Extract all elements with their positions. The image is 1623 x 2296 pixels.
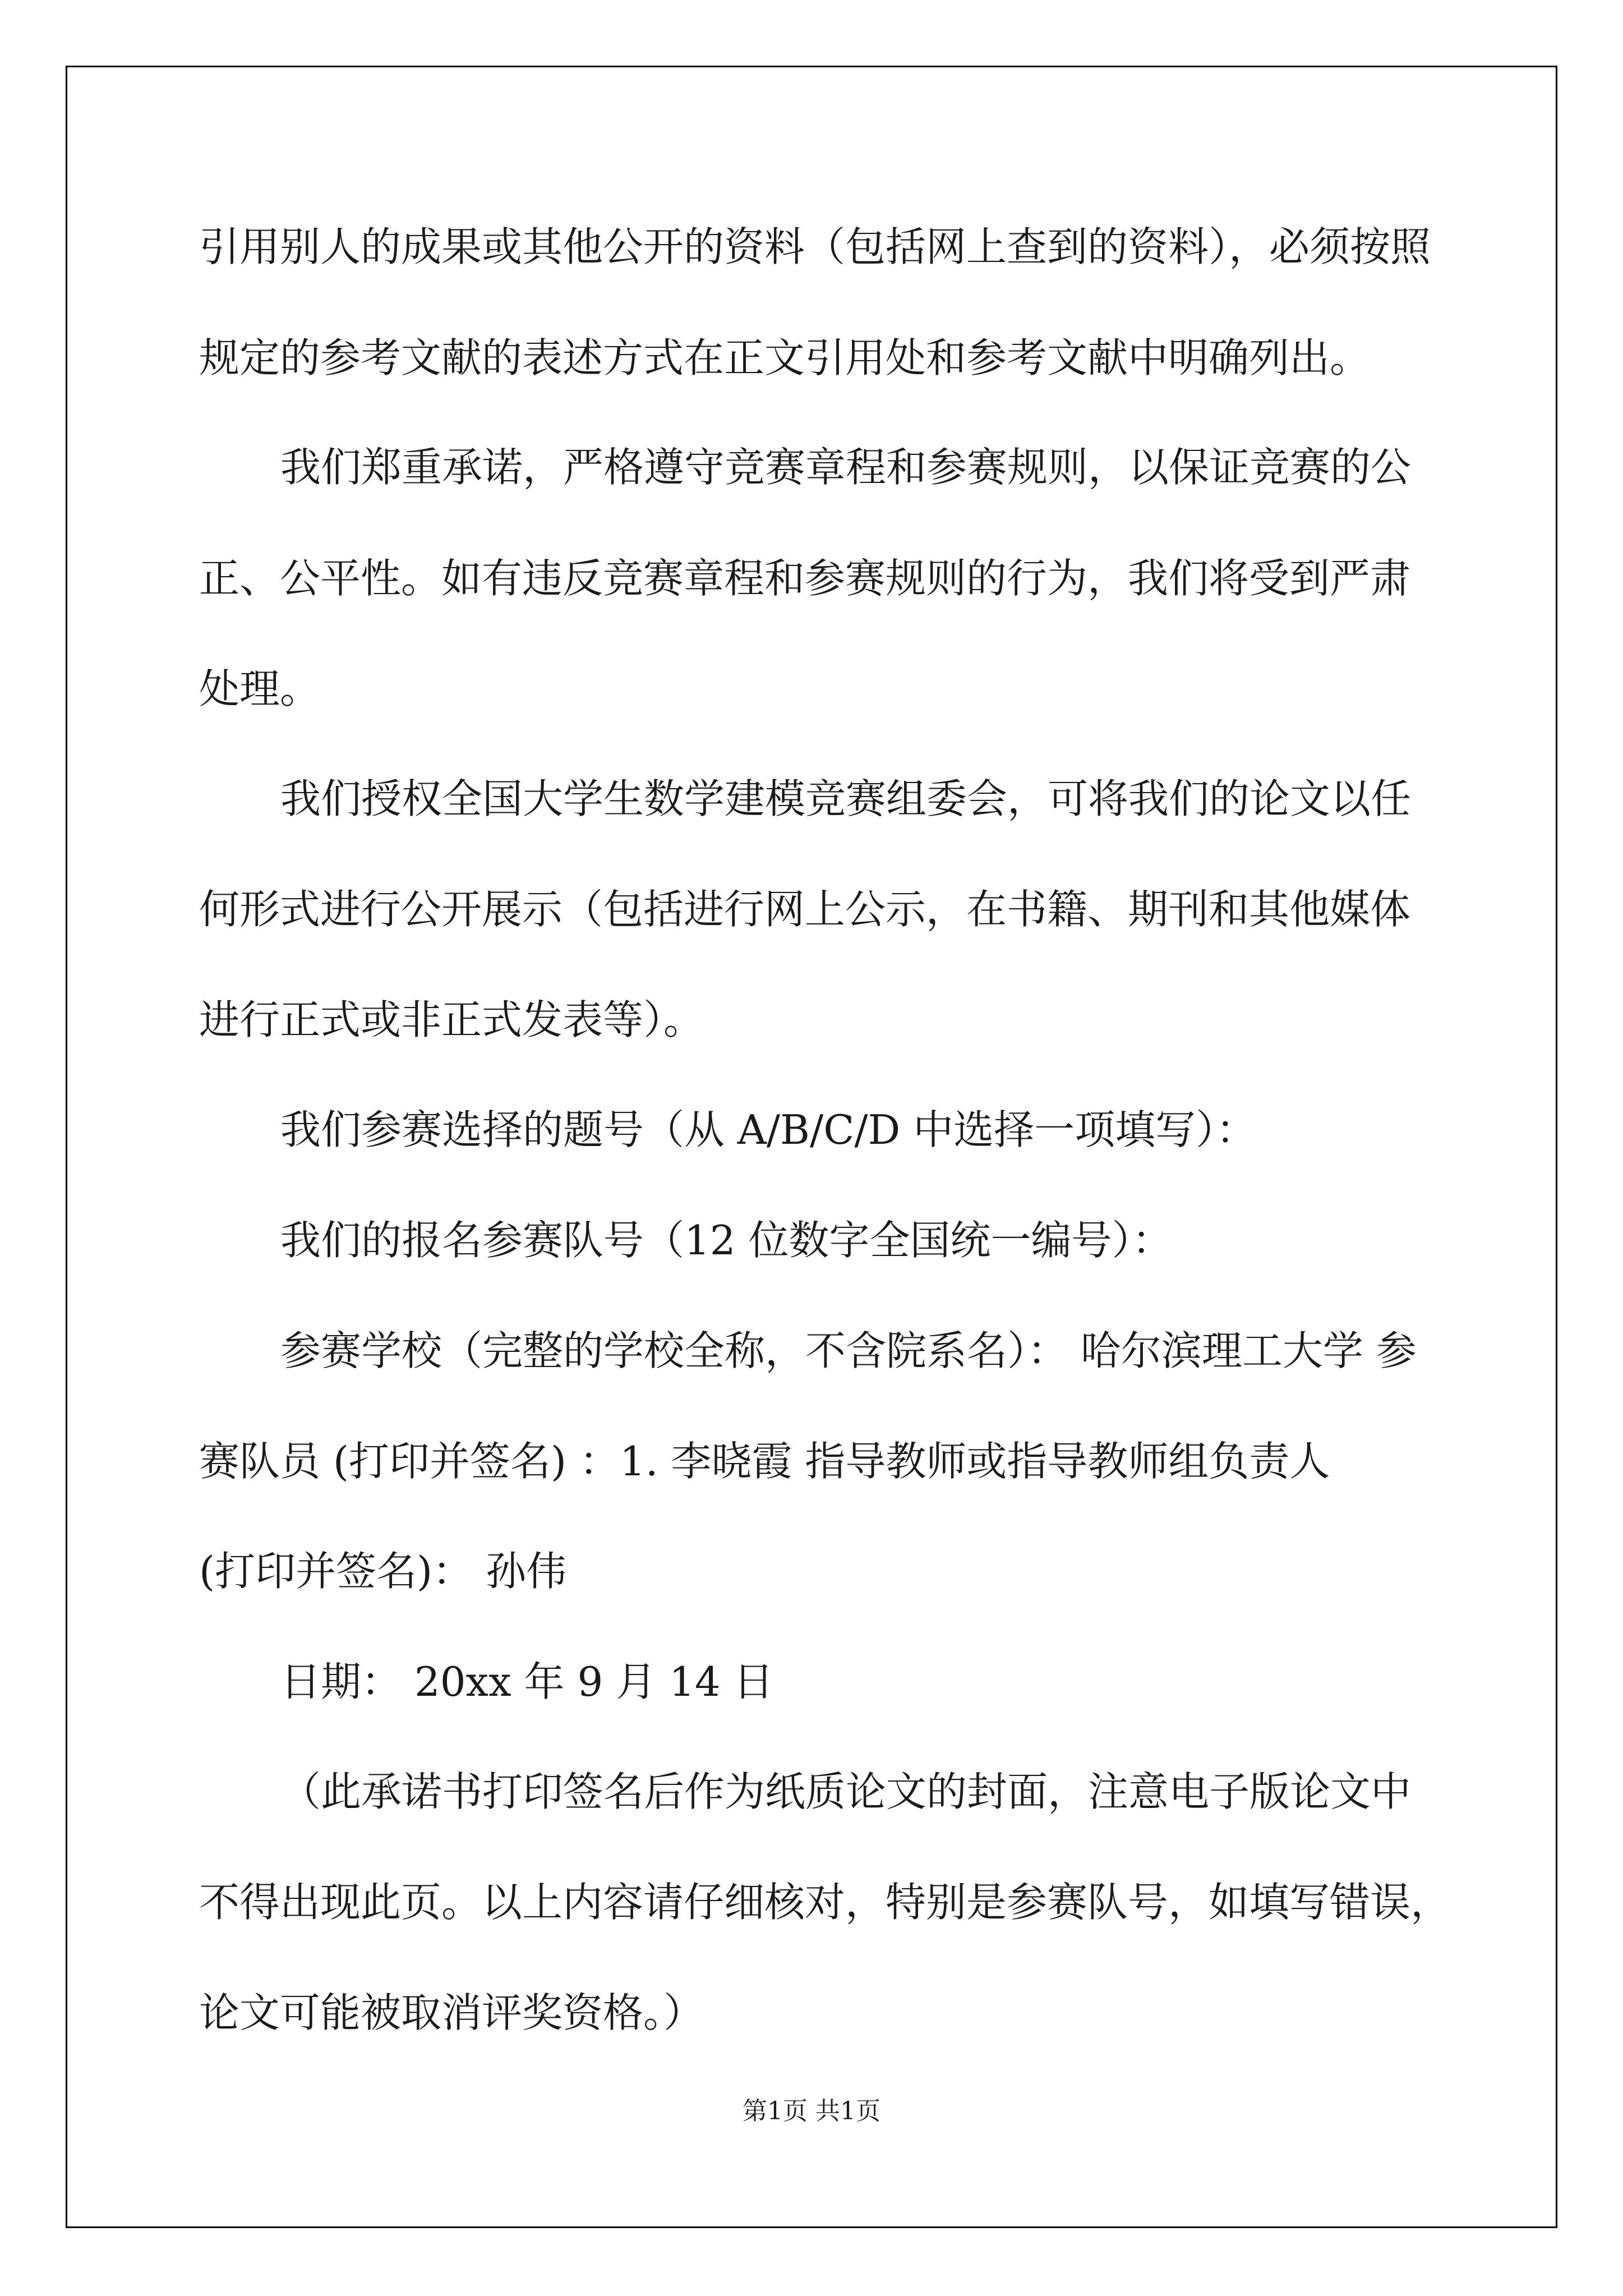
text-line: 不得出现此页。以上内容请仔细核对，特别是参赛队号，如填写错误， — [199, 1879, 1451, 1926]
text-line: 我们郑重承诺，严格遵守竞赛章程和参赛规则，以保证竞赛的公 — [280, 444, 1412, 491]
text-line: （此承诺书打印签名后作为纸质论文的封面，注意电子版论文中 — [280, 1768, 1412, 1815]
text-line: 日期： 20xx 年 9 月 14 日 — [280, 1658, 774, 1705]
text-line: 处理。 — [199, 665, 321, 712]
text-line: 何形式进行公开展示（包括进行网上公示，在书籍、期刊和其他媒体 — [199, 886, 1411, 933]
text-line: 论文可能被取消评奖资格。） — [199, 1989, 704, 2036]
text-line: 进行正式或非正式发表等）。 — [199, 996, 704, 1043]
text-line: 赛队员 (打印并签名) ：1. 李晓霞 指导教师或指导教师组负责人 — [199, 1438, 1330, 1485]
text-line: (打印并签名)： 孙伟 — [199, 1548, 567, 1595]
text-line: 引用别人的成果或其他公开的资料（包括网上查到的资料），必须按照 — [199, 223, 1431, 270]
text-line: 参赛学校（完整的学校全称，不含院系名）： 哈尔滨理工大学 参 — [280, 1327, 1417, 1374]
page-number-footer: 第1页 共1页 — [743, 2097, 880, 2125]
text-line: 我们参赛选择的题号（从 A/B/C/D 中选择一项填写）： — [280, 1106, 1257, 1153]
text-line: 我们授权全国大学生数学建模竞赛组委会，可将我们的论文以任 — [280, 775, 1412, 822]
text-line: 我们的报名参赛队号（12 位数字全国统一编号）： — [280, 1217, 1173, 1264]
text-line: 规定的参考文献的表述方式在正文引用处和参考文献中明确列出。 — [199, 334, 1371, 381]
text-line: 正、公平性。如有违反竞赛章程和参赛规则的行为，我们将受到严肃 — [199, 555, 1411, 602]
